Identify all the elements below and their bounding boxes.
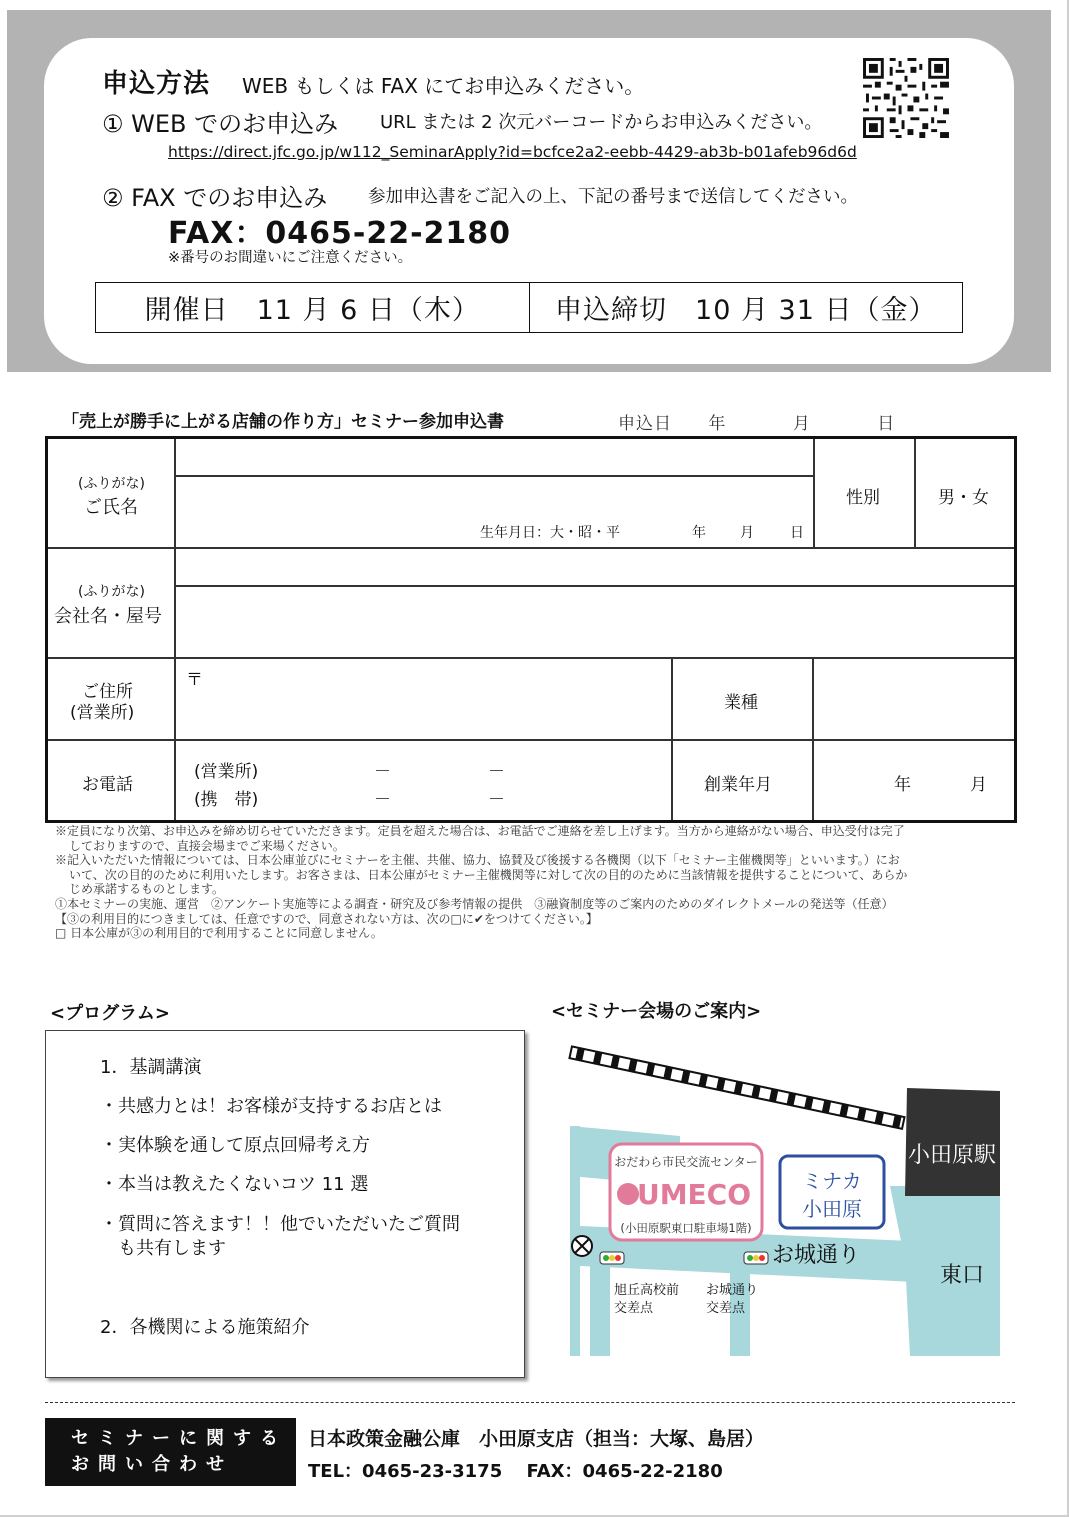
venue-note: (小田原駅東口駐車場1階) <box>620 1221 752 1235</box>
note-line: ①本セミナーの実施、運営 ②アンケート実施等による調査・研究及び参考情報の提供 ③融資制度等のご案内のためのダイレクトメールの発送等（任意） <box>55 896 894 911</box>
umeco-logo-icon <box>617 1183 639 1205</box>
industry-label: 業種 <box>724 693 758 713</box>
intersection2-line2: 交差点 <box>706 1301 746 1316</box>
contact-organization: 日本政策金融公庫 小田原支店（担当：大塚、島居） <box>308 1428 765 1450</box>
station-label: 小田原駅 <box>907 1143 997 1168</box>
consent-checkbox[interactable]: □ 日本公庫が③の利用目的で利用することに同意しません。 <box>55 926 383 941</box>
fax-note: ※番号のお間違いにご注意ください。 <box>168 250 413 266</box>
phone-office-dash-2: － <box>488 762 505 782</box>
gender-options: 男・女 <box>938 488 989 508</box>
registration-form <box>45 436 1017 823</box>
police-box-icon <box>572 1236 592 1256</box>
contact-box-line2: お問い合わせ <box>71 1454 233 1475</box>
program-heading: <プログラム> <box>50 1003 170 1024</box>
industry-field[interactable] <box>814 659 1014 739</box>
phone-mobile-dash-1: － <box>374 790 391 810</box>
phone-office-label: (営業所) <box>194 762 259 782</box>
contact-box <box>45 1418 296 1486</box>
intersection2-line1: お城通り <box>706 1283 759 1298</box>
date-box <box>95 282 963 333</box>
birth-year: 年 <box>692 525 706 541</box>
application-deadline: 申込締切 10 月 31 日（金） <box>529 283 963 332</box>
company-furigana-field[interactable] <box>176 549 1014 585</box>
contact-phone-fax: TEL：0465-23-3175 FAX：0465-22-2180 <box>308 1461 723 1482</box>
founded-label: 創業年月 <box>704 775 772 795</box>
event-date: 開催日 11 月 6 日（木） <box>144 295 480 326</box>
privacy-notes <box>55 824 1010 941</box>
traffic-light-icon <box>600 1252 624 1264</box>
street-label: お城通り <box>772 1243 861 1268</box>
company-label: 会社名・屋号 <box>54 606 162 627</box>
postal-mark: 〒 <box>186 670 203 690</box>
east-exit-label: 東口 <box>940 1263 985 1288</box>
note-line: いて、次の目的のために利用いたします。お客さまは、日本公庫がセミナー主催機関等に対して次の目的のために当該情報を提供することについて、あらか <box>69 867 908 882</box>
contact-box-line1: セミナーに関する <box>71 1428 287 1449</box>
founded-year: 年 <box>894 775 911 795</box>
name-furigana-label: (ふりがな) <box>78 476 145 492</box>
venue-top-label: おだわら市民交流センター <box>614 1155 758 1169</box>
address-sub-label: (営業所) <box>70 703 135 723</box>
name-field[interactable] <box>176 477 812 527</box>
apply-title: 申込方法 <box>102 69 211 99</box>
note-line: じめ承諾するものとします。 <box>69 882 225 897</box>
application-date <box>618 409 895 434</box>
founded-month: 月 <box>970 775 987 795</box>
web-apply-label: ① WEB でのお申込み <box>102 110 339 138</box>
company-field[interactable] <box>176 587 1014 657</box>
company-furigana-label: (ふりがな) <box>78 584 145 600</box>
mall-minaka <box>780 1156 884 1228</box>
apply-url-link[interactable]: https://direct.jfc.go.jp/w112_SeminarApply?id=bcfce2a2-eebb-4429-ab3b-b01afeb96d6d <box>168 143 857 161</box>
application-date-label: 申込日 <box>618 414 672 434</box>
address-field[interactable] <box>176 659 670 739</box>
form-title: 「売上が勝手に上がる店舗の作り方」セミナー参加申込書 <box>62 412 504 432</box>
program-item-policy: 2．各機関による施策紹介 <box>100 1317 310 1338</box>
program-bullet: ・質問に答えます！！他でいただいたご質問 <box>100 1214 460 1235</box>
traffic-light-icon <box>744 1252 768 1264</box>
program-bullet: ・実体験を通して原点回帰考え方 <box>100 1135 370 1156</box>
application-month: 月 <box>792 414 811 434</box>
program-bullet: ・共感力とは！お客様が支持するお店とは <box>100 1096 442 1117</box>
qr-code-icon[interactable] <box>863 58 949 138</box>
birth-date-label: 生年月日：大・昭・平 <box>480 525 620 541</box>
phone-office-dash-1: － <box>374 762 391 782</box>
station-block <box>905 1088 1000 1196</box>
note-line: ※記入いただいた情報については、日本公庫並びにセミナーを主催、共催、協力、協賛及び後援する各機関（以下「セミナー主催機関等」といいます。）にお <box>55 853 900 868</box>
intersection1-line2: 交差点 <box>614 1301 654 1316</box>
gender-label: 性別 <box>846 488 880 508</box>
map-heading: <セミナー会場のご案内> <box>551 1001 762 1022</box>
fax-apply-instruction: 参加申込書をご記入の上、下記の番号まで送信してください。 <box>368 187 858 207</box>
phone-mobile-dash-2: － <box>488 790 505 810</box>
fax-apply-label: ② FAX でのお申込み <box>102 184 328 212</box>
birth-day: 日 <box>790 525 804 541</box>
program-bullet-cont: も共有します <box>118 1238 226 1259</box>
note-line: しておりますので、直接会場までご来場ください。 <box>69 838 345 853</box>
venue-name: UMECO <box>636 1178 752 1211</box>
intersection1-line1: 旭丘高校前 <box>614 1283 680 1298</box>
apply-subtitle: WEB もしくは FAX にてお申込みください。 <box>242 74 645 98</box>
mall-line1: ミナカ <box>802 1169 862 1193</box>
phone-mobile-label: (携 帯) <box>194 790 259 810</box>
application-year: 年 <box>708 414 727 434</box>
name-furigana-field[interactable] <box>176 439 812 475</box>
footer-divider <box>45 1402 1015 1403</box>
mall-line2: 小田原 <box>802 1197 862 1221</box>
application-day: 日 <box>877 414 896 434</box>
birth-month: 月 <box>740 525 754 541</box>
program-bullet: ・本当は教えたくないコツ 11 選 <box>100 1174 369 1195</box>
address-label: ご住所 <box>82 682 133 702</box>
name-label: ご氏名 <box>84 497 138 518</box>
fax-number: FAX：0465-22-2180 <box>168 216 512 251</box>
phone-label: お電話 <box>82 775 133 795</box>
venue-map <box>560 1036 1010 1366</box>
program-item-keynote: 1．基調講演 <box>100 1057 202 1078</box>
note-line: ※定員になり次第、お申込みを締め切らせていただきます。定員を超えた場合は、お電話でご連絡を差し上げます。当方から連絡がない場合、申込受付は完了 <box>55 824 905 838</box>
venue-umeco[interactable] <box>610 1144 762 1240</box>
web-apply-instruction: URL または 2 次元バーコードからお申込みください。 <box>380 112 823 133</box>
note-line: 【③の利用目的につきましては、任意ですので、同意されない方は、次の□に✔をつけてください。】 <box>55 911 598 926</box>
